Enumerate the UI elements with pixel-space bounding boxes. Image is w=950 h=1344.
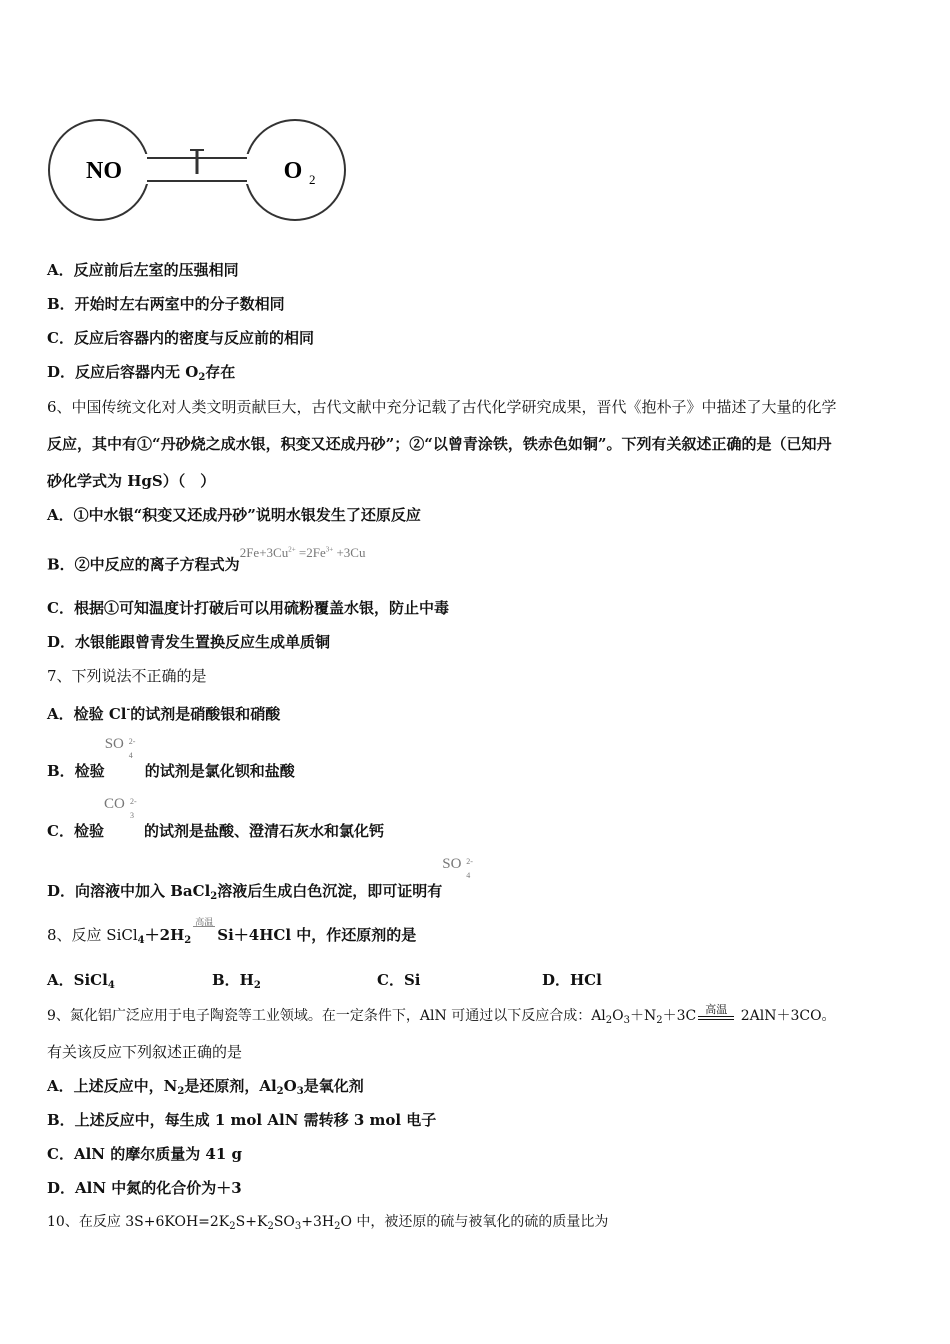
q6-b-equation: $2Fe+3Cu^{2+} =2Fe^{3+} +3Cu$ <box>239 545 366 561</box>
container-diagram <box>47 112 357 232</box>
q6-option-d[interactable]: D．水银能跟曾青发生置换反应生成单质铜 <box>47 633 331 651</box>
q7-b-post: 的试剂是氯化钡和盐酸 <box>144 762 295 780</box>
q7-option-b[interactable] <box>47 736 295 781</box>
q9-stem-line2: 有关该反应下列叙述正确的是 <box>47 1043 243 1061</box>
high-temp-condition: 高温 <box>195 918 214 928</box>
q8-option-c[interactable]: C．Si <box>377 971 421 989</box>
q6-b-text: B．②中反应的离子方程式为 <box>47 555 240 574</box>
q9-option-a[interactable]: A．上述反应中，$N_2$是还原剂，$Al_2O_3$是氧化剂 <box>47 1077 364 1097</box>
q8-option-b[interactable]: B．$H_2$ <box>212 971 261 991</box>
high-temp-condition-2: 高温 <box>696 1006 736 1026</box>
q8-stem: 8、反应 $SiCl_4+2H_2$ 高温 Si＋4HCl 中，作还原剂的是 <box>47 918 417 946</box>
q7-stem: 7、下列说法不正确的是 <box>47 667 207 685</box>
q8-option-a[interactable]: A．SiCl$_4$ <box>47 971 115 991</box>
q7-d-post: 溶液后生成白色沉淀，即可证明有 <box>217 882 443 900</box>
q9-option-d[interactable]: D．AlN 中氮的化合价为＋3 <box>47 1179 242 1197</box>
q7-d-text: D．向溶液中加入 BaCl <box>47 882 211 900</box>
q6-stem-line3: 砂化学式为 HgS）（ ） <box>47 472 216 490</box>
q6-stem-line1: 6、中国传统文化对人类文明贡献巨大，古代文献中充分记载了古代化学研究成果，晋代《抱朴子》中描述了大量的化学 <box>47 398 837 416</box>
q7-a-text: A．检验 Cl <box>47 705 127 723</box>
q7-b-text: B．检验 <box>47 762 105 780</box>
q9-stem-line1: 9、氮化铝广泛应用于电子陶瓷等工业领域。在一定条件下，AlN 可通过以下反应合成：$Al_2O_3+N_2+3C$ 高温 2AlN＋3CO。 <box>47 1003 836 1026</box>
q5-option-a[interactable]: A．反应前后左室的压强相同 <box>47 261 239 279</box>
q7-a-sup: - <box>126 705 131 715</box>
q5-option-b[interactable]: B．开始时左右两室中的分子数相同 <box>47 295 285 313</box>
q8-option-d[interactable]: D．HCl <box>542 971 602 989</box>
q5-d-post: 存在 <box>205 363 236 381</box>
q7-option-c[interactable] <box>47 796 384 841</box>
q6-option-a[interactable]: A．①中水银“积变又还成丹砂”说明水银发生了还原反应 <box>47 506 421 524</box>
q9-option-b[interactable]: B．上述反应中，每生成 1 mol AlN 需转移 3 mol 电子 <box>47 1111 437 1129</box>
o2-subscript: 2 <box>309 172 316 187</box>
q7-c-post: 的试剂是盐酸、澄清石灰水和氯化钙 <box>143 822 384 840</box>
q6-option-b[interactable] <box>47 545 366 575</box>
sulfate-ion-2: SO 2- 4 <box>442 856 473 880</box>
o2-label: O <box>283 158 303 184</box>
q6-stem-line2: 反应，其中有①“丹砂烧之成水银，积变又还成丹砂”；②“以曾青涂铁，铁赤色如铜”。下列有关叙述正确的是（已知丹 <box>47 435 832 453</box>
q5-d-text: D．反应后容器内无 O <box>47 363 199 381</box>
sulfate-ion: SO 2- 4 <box>104 736 136 760</box>
q9-option-c[interactable]: C．AlN 的摩尔质量为 41 g <box>47 1145 243 1163</box>
q10-stem: 10、在反应 $3S+6KOH=2K_2S+K_2SO_3+3H_2O$ 中，被还原的硫与被氧化的硫的质量比为 <box>47 1214 609 1232</box>
no-label: NO <box>86 158 122 184</box>
q5-option-c[interactable]: C．反应后容器内的密度与反应前的相同 <box>47 329 314 347</box>
q5-option-d[interactable] <box>47 362 235 388</box>
q7-option-a[interactable] <box>47 700 280 724</box>
q7-a-post: 的试剂是硝酸银和硝酸 <box>130 705 281 723</box>
q5-d-sub: 2 <box>198 372 206 383</box>
q7-c-text: C．检验 <box>47 822 104 840</box>
carbonate-ion: CO 2- 3 <box>103 796 137 820</box>
q7-option-d[interactable]: D．向溶液中加入 BaCl$_2$溶液后生成白色沉淀，即可证明有 SO 2- 4 <box>47 866 482 907</box>
q6-option-c[interactable]: C．根据①可知温度计打破后可以用硫粉覆盖水银，防止中毒 <box>47 599 449 617</box>
two-chamber-figure <box>47 112 357 236</box>
